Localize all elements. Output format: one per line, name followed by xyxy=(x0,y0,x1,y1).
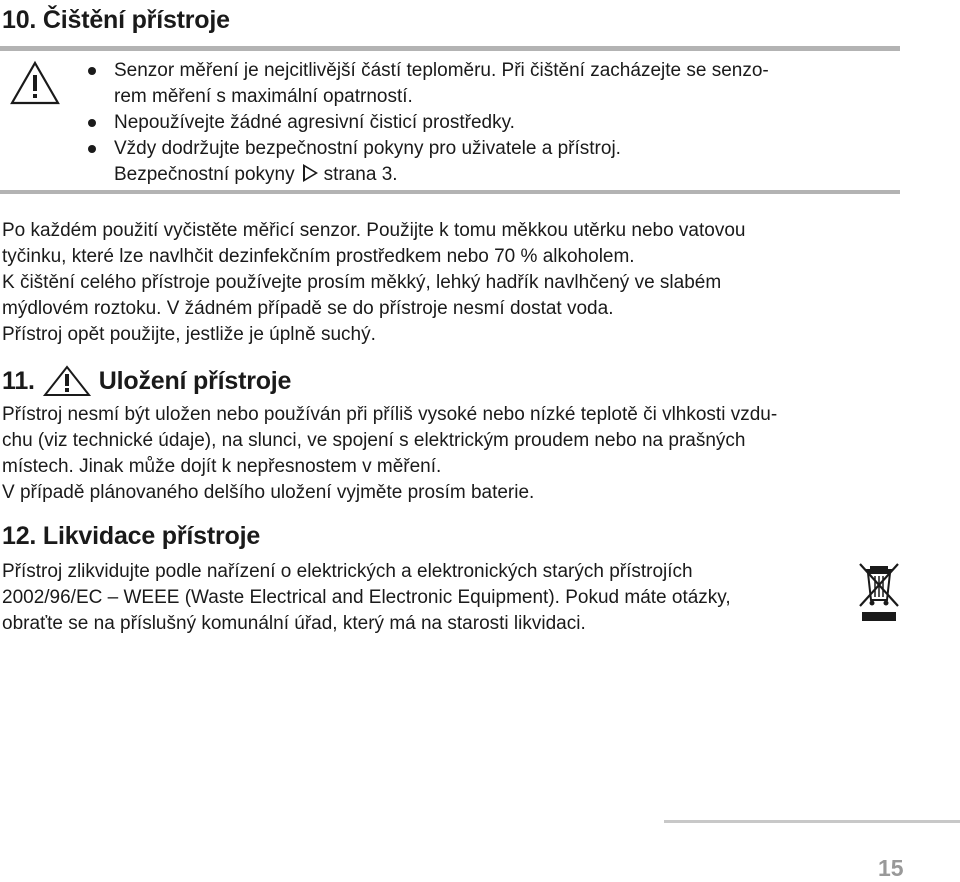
warning-item: Senzor měření je nejcitlivější částí teploměru. Při čištění zacházejte se senzo- xyxy=(88,58,888,84)
section-11-heading xyxy=(2,364,291,398)
arrow-right-outline-icon xyxy=(303,164,318,182)
body-line: K čištění celého přístroje používejte prosím měkký, lehký hadřík navlhčený ve slabém xyxy=(2,272,722,293)
warning-triangle-icon xyxy=(41,365,93,397)
footer-rule xyxy=(664,820,960,823)
section-10-title: 10. Čištění přístroje xyxy=(2,6,230,34)
safety-ref-target: strana 3. xyxy=(323,164,398,185)
safety-ref-label: Bezpečnostní pokyny xyxy=(114,164,295,185)
body-line: Přístroj zlikvidujte podle nařízení o elektrických a elektronických starých přístrojích xyxy=(2,561,693,582)
body-line: obraťte se na příslušný komunální úřad, který má na starosti likvidaci. xyxy=(2,613,586,634)
warning-item: Nepoužívejte žádné agresivní čisticí prostředky. xyxy=(88,110,888,136)
section-12-body xyxy=(2,559,842,637)
page-number: 15 xyxy=(878,855,904,881)
body-line: V případě plánovaného delšího uložení vyjměte prosím baterie. xyxy=(2,482,535,503)
warning-item-continuation: rem měření s maximální opatrností. xyxy=(114,86,413,107)
section-10-top-rule xyxy=(0,46,900,51)
warning-triangle-icon xyxy=(9,60,61,106)
body-line: chu (viz technické údaje), na slunci, ve spojení s elektrickým proudem nebo na prašných xyxy=(2,430,746,451)
warning-bottom-rule xyxy=(0,190,900,194)
body-line: Přístroj opět použijte, jestliže je úplně suchý. xyxy=(2,324,376,345)
section-11-title: Uložení přístroje xyxy=(98,367,292,395)
section-10-body xyxy=(2,218,902,348)
body-line: tyčinku, které lze navlhčit dezinfekčním prostředkem nebo 70 % alkoholem. xyxy=(2,246,635,267)
body-line: 2002/96/EC – WEEE (Waste Electrical and Electronic Equipment). Pokud máte otázky, xyxy=(2,587,731,608)
body-line: Přístroj nesmí být uložen nebo používán při příliš vysoké nebo nízké teplotě či vlhkosti vzdu- xyxy=(2,404,778,425)
body-line: Po každém použití vyčistěte měřicí senzor. Použijte k tomu měkkou utěrku nebo vatovou xyxy=(2,220,746,241)
body-line: místech. Jinak může dojít k nepřesnostem v měření. xyxy=(2,456,442,477)
section-11-body xyxy=(2,402,922,506)
warning-list xyxy=(88,58,888,188)
section-12-title: 12. Likvidace přístroje xyxy=(2,522,261,550)
crossed-out-bin-icon xyxy=(856,560,902,624)
warning-item: Vždy dodržujte bezpečnostní pokyny pro uživatele a přístroj. xyxy=(88,136,888,162)
body-line: mýdlovém roztoku. V žádném případě se do přístroje nesmí dostat voda. xyxy=(2,298,614,319)
section-11-number: 11. xyxy=(2,367,35,395)
safety-reference xyxy=(88,162,888,188)
